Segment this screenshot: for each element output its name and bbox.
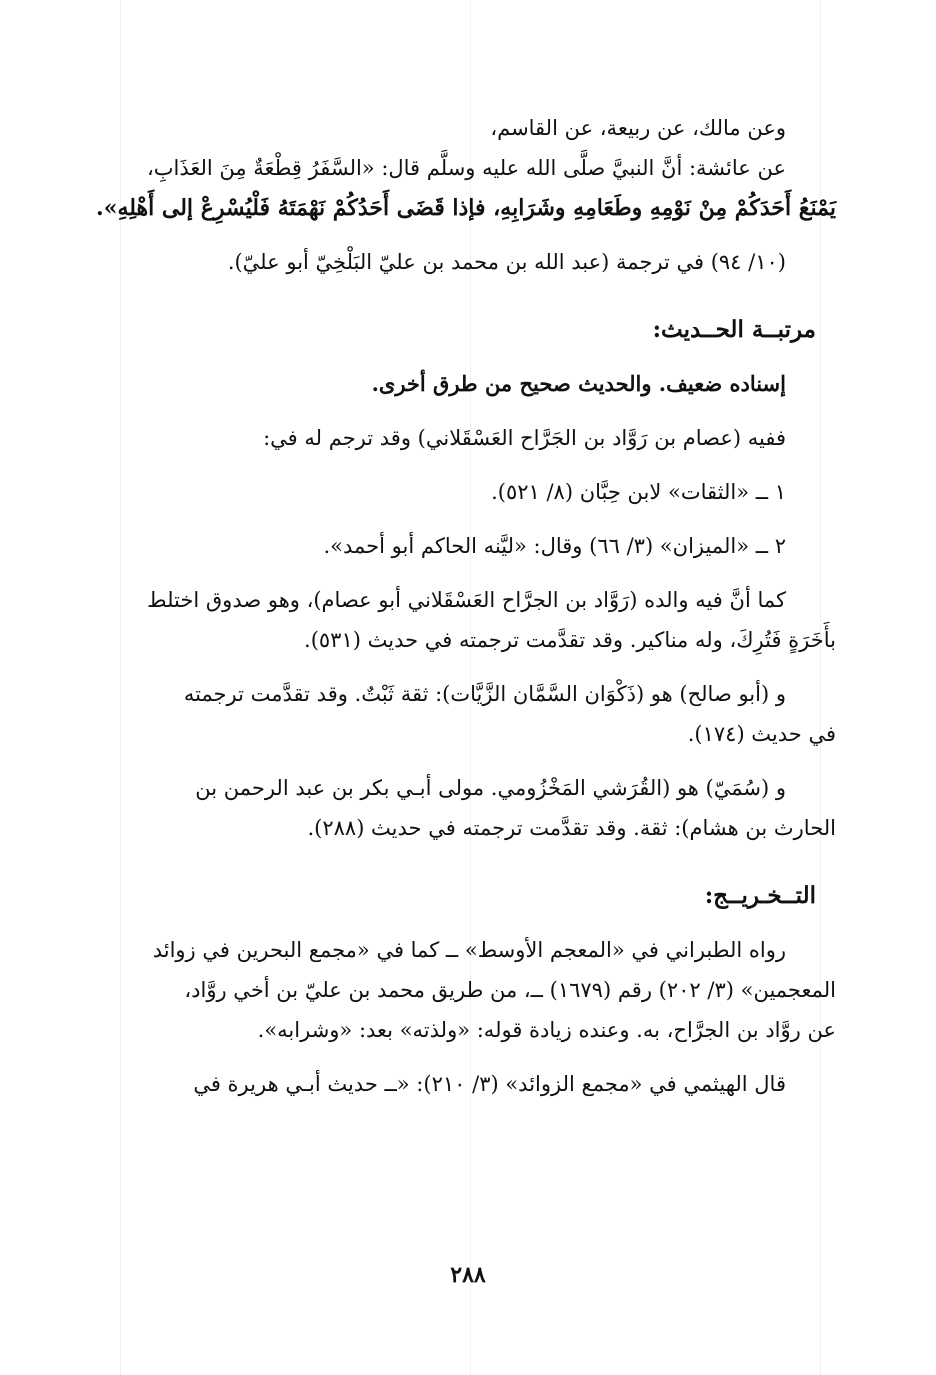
text-line: و (سُمَيّ) هو (القُرَشي المَخْزُومي. مولى أبـي بكر بن عبد الرحمن بن [195,776,786,800]
section-heading-grading: مرتبــة الحــديث: [652,316,816,343]
text-line: (١٠/ ٩٤) في ترجمة (عبد الله بن محمد بن عليّ البَلْخِيّ أبو عليّ). [227,250,786,274]
text-line: كما أنَّ فيه والده (رَوَّاد بن الجرَّاح العَسْقَلاني أبو عصام)، وهو صدوق اختلط [147,588,786,612]
text-line: الحارث بن هشام): ثقة. وقد تقدَّمت ترجمته في حديث (٢٨٨). [307,816,836,840]
hadith-text: يَمْنَعُ أَحَدَكُمْ مِنْ نَوْمِهِ وطَعَامِهِ وشَرَابِهِ، فإذا قَضَى أَحَدُكُمْ نَهْمَتَهُ فَلْيُسْرِعْ إلى أَهْلِهِ». [96,195,836,221]
section-heading-takhrij: التــخـريــج: [704,882,816,909]
body-text [78,108,836,1104]
text-line: و (أبو صالح) هو (ذَكْوَان السَّمَّان الزَّيَّات): ثقة ثَبْتٌ. وقد تقدَّمت ترجمته [183,682,786,706]
text-line: في حديث (١٧٤). [687,722,836,746]
page-number: ٢٨٨ [450,1262,486,1288]
list-item: ٢ ــ «الميزان» (٣/ ٦٦) وقال: «ليَّنه الحاكم أبو أحمد». [323,534,786,558]
text-line: وعن مالك، عن ربيعة، عن القاسم، [490,116,786,140]
text-line: عن عائشة: أنَّ النبيَّ صلَّى الله عليه وسلَّم قال: «السَّفَرُ قِطْعَةٌ مِنَ العَذَابِ، [146,156,786,180]
text-line: قال الهيثمي في «مجمع الزوائد» (٣/ ٢١٠): «ــ حديث أبـي هريرة في [193,1072,786,1096]
grading-statement: إسناده ضعيف. والحديث صحيح من طرق أخرى. [371,371,786,396]
text-line: المعجمين» (٣/ ٢٠٢) رقم (١٦٧٩) ــ، من طريق محمد بن عليّ بن أخي روَّاد، [184,978,836,1002]
list-item: ١ ــ «الثقات» لابن حِبَّان (٨/ ٥٢١). [491,480,786,504]
text-line: بأَخَرَةٍ فَتُرِكَ، وله مناكير. وقد تقدَّمت ترجمته في حديث (٥٣١). [304,628,836,652]
text-line: ففيه (عصام بن رَوَّاد بن الجَرَّاح العَسْقَلاني) وقد ترجم له في: [263,426,786,450]
text-line: رواه الطبراني في «المعجم الأوسط» ــ كما في «مجمع البحرين في زوائد [152,938,786,962]
text-line: عن روَّاد بن الجرَّاح، به. وعنده زيادة قوله: «ولذته» بعد: «وشرابه». [257,1018,836,1042]
